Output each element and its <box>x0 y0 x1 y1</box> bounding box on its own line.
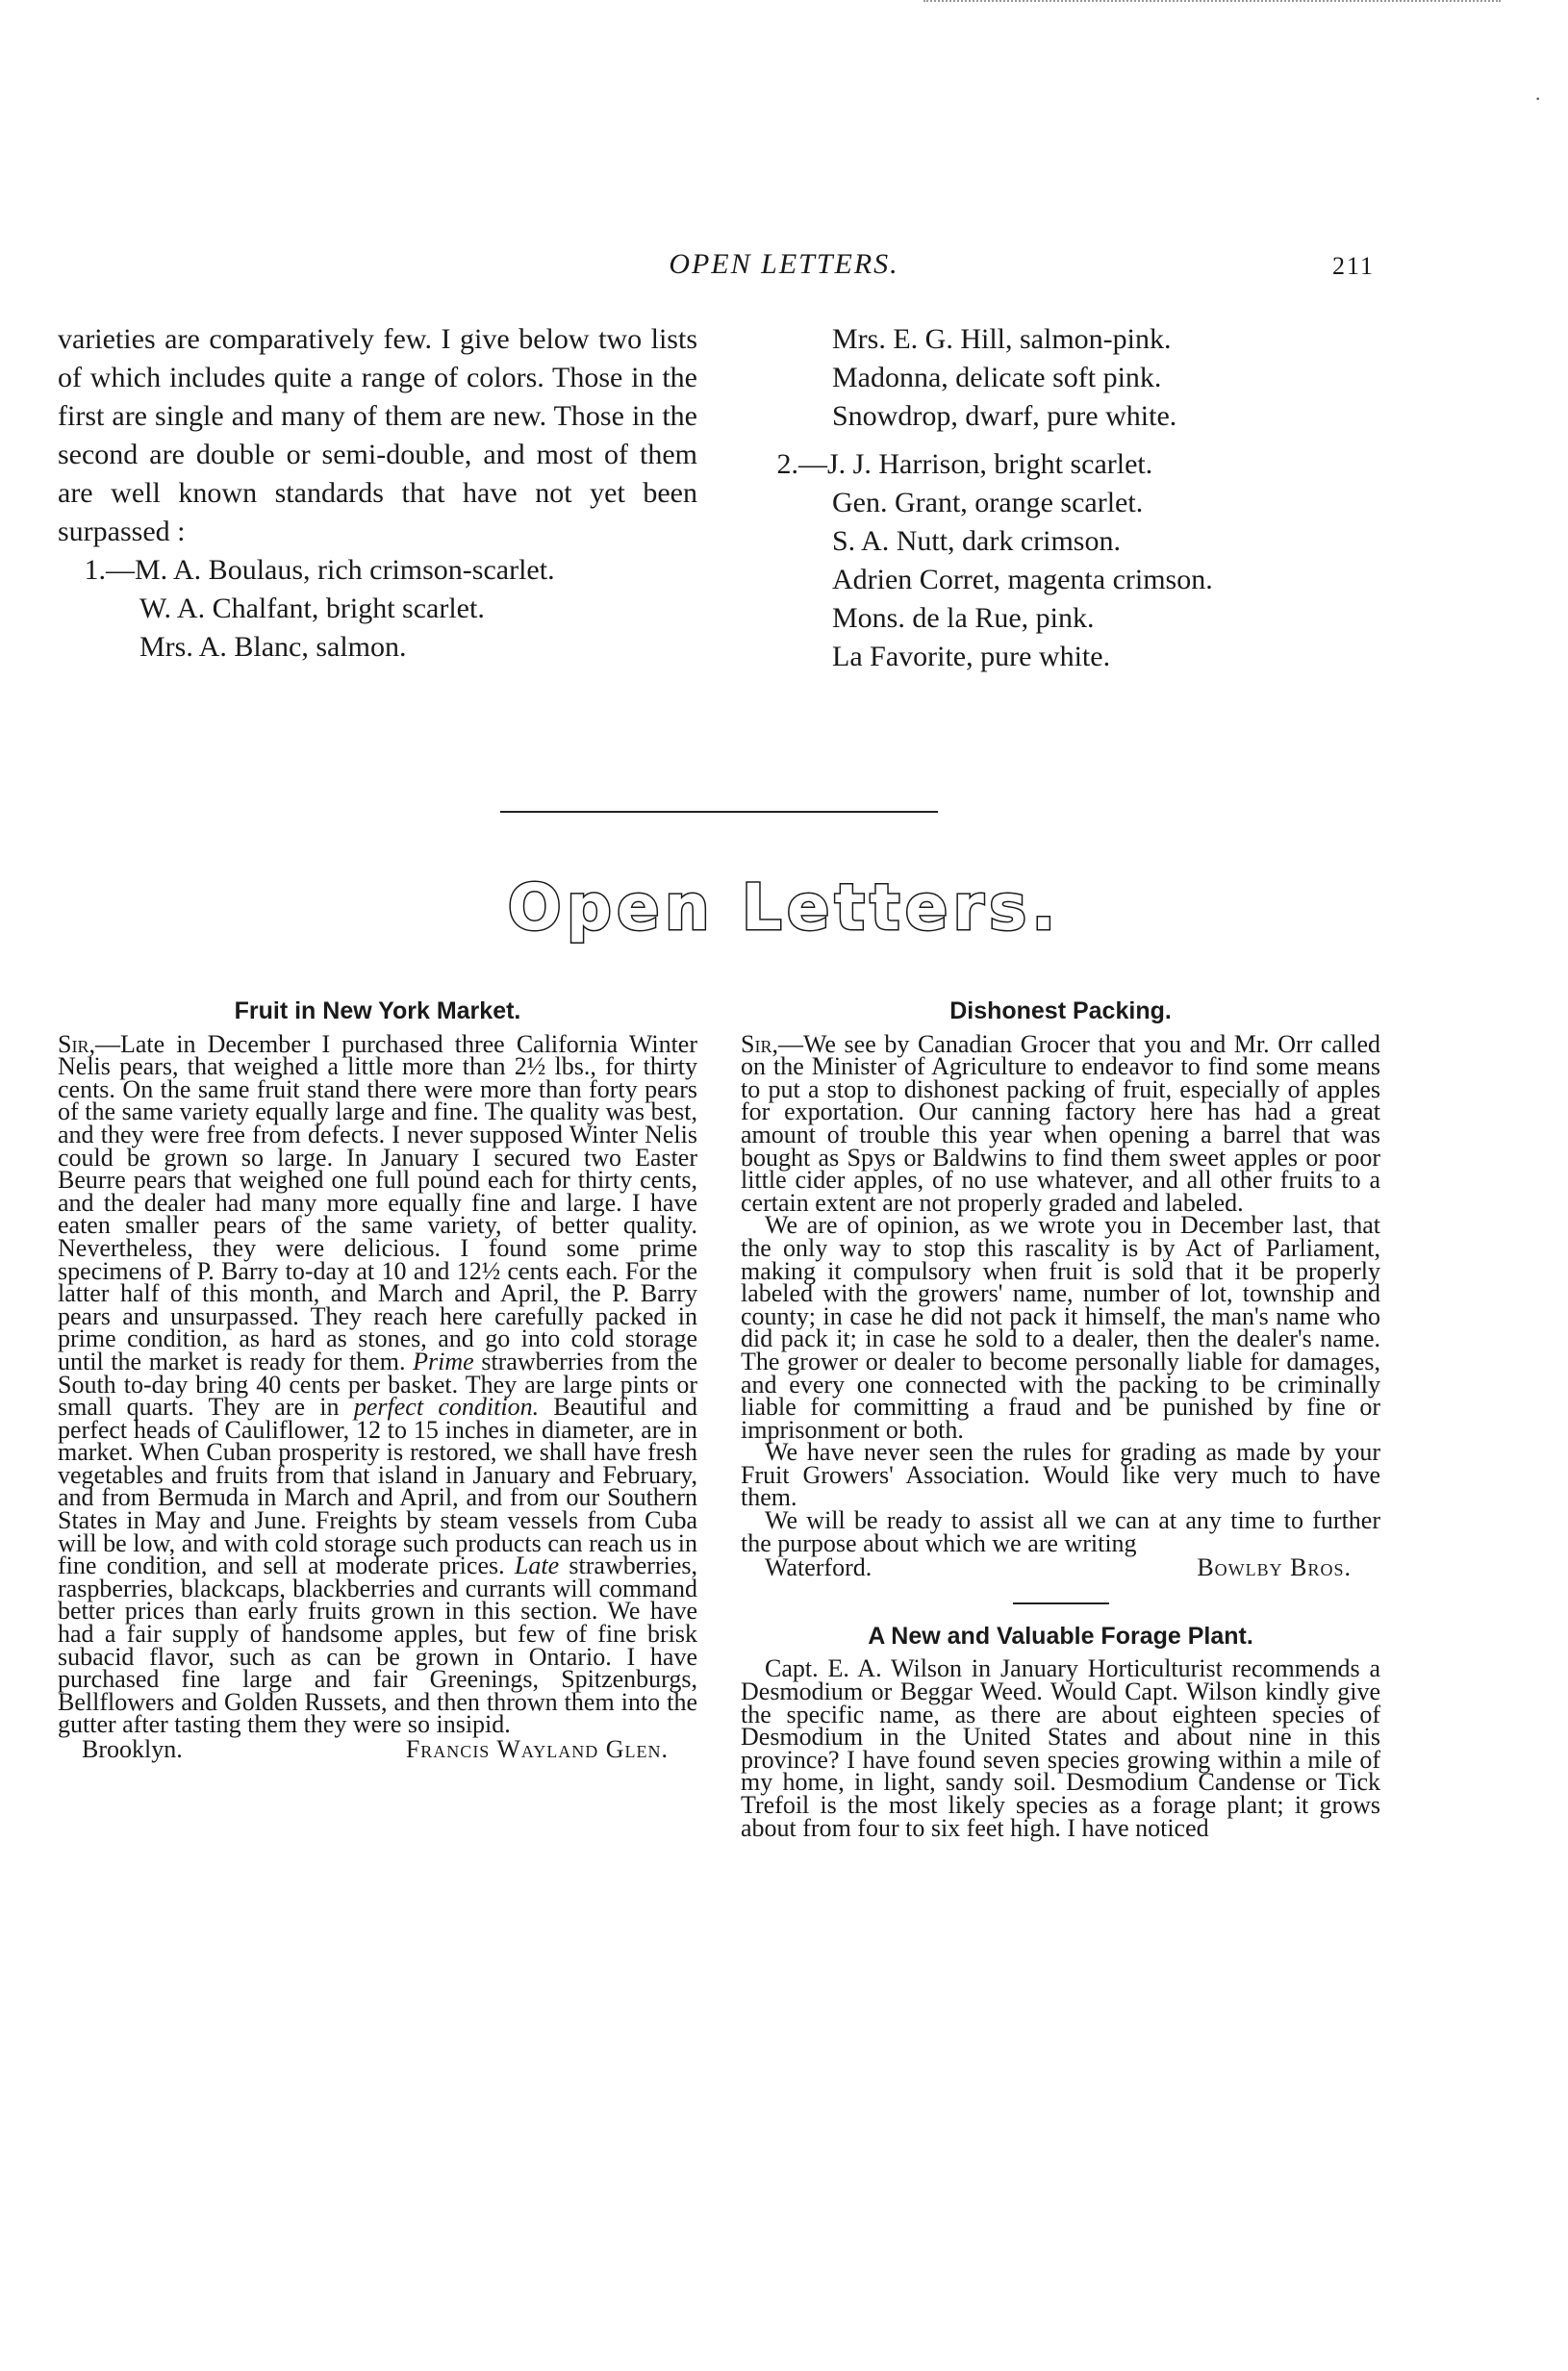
letter-text: strawberries, raspberries, blackcaps, blackberries and currants will command better prices than early fruits grown in this section. We have had a fair supply of handsome apples, but few of fine brisk subacid flavor, such as can be grown in Ontario. I have purchased fine large and fair Greenings, Spitzenburgs, Bellflowers and Golden Russets, and then thrown them into the gutter after tasting them they were so insipid. <box>58 1551 697 1739</box>
letter-divider <box>1013 1602 1109 1604</box>
list-item: S. A. Nutt, dark crimson. <box>832 525 1121 557</box>
list-item: Mrs. E. G. Hill, salmon-pink. <box>832 323 1172 355</box>
letter-text: —Late in December I purchased three California Winter Nelis pears, that weighed a little more than 2½ lbs., for thirty cents. On the same fruit stand there were more than forty pears of the same variety equally large and fine. The quality was best, and they were free from defects. I never supposed Winter Nelis could be grown so large. In January I secured two Easter Beurre pears that weighed one full pound each for thirty cents, and the dealer had many more equally fine and large. I have eaten smaller pears of the same variety, of better quality. Nevertheless, they were delicious. I found some prime specimens of P. Barry to-day at 10 and 12½ cents each. For the latter half of this month, and March and April, the P. Barry pears and unsurpassed. They reach here carefully packed in prime condition, as hard as stones, and go into cold storage until the market is ready for them. <box>58 1029 697 1375</box>
list1-number: 1.— <box>84 554 135 586</box>
list1-first-item <box>58 551 697 590</box>
intro-left-column <box>58 320 697 667</box>
letter-fruit-market <box>58 997 698 1763</box>
list2-number: 2.— <box>776 448 827 480</box>
letter-body <box>741 1029 1380 1217</box>
letter-body: Capt. E. A. Wilson in January Horticulturist recommends a Desmodium or Beggar Weed. Would Capt. Wilson kindly give the specific name, as there are about eighteen species of Desmodium in the United States and about nine in this province? I have found seven species growing within a mile of my home, in light, sandy soil. Desmodium Candense or Tick Trefoil is the most likely species as a forage plant; it grows about from four to six feet high. I have noticed <box>741 1654 1380 1842</box>
list-item: Gen. Grant, orange scarlet. <box>832 487 1144 518</box>
emphasis: Late <box>514 1551 560 1580</box>
letter-body: We have never seen the rules for grading as made by your Fruit Growers' Association. Would like very much to have them. <box>741 1438 1380 1512</box>
letter-heading: Dishonest Packing. <box>949 997 1172 1024</box>
section-divider <box>500 811 938 813</box>
running-title: OPEN LETTERS. <box>669 248 899 280</box>
intro-paragraph: varieties are comparatively few. I give below two lists of which includes quite a range of colors. Those in the first are single and many of them are new. Those in the second are double or semi-double, and most of them are well known standards that have not yet been surpassed : <box>58 323 697 547</box>
letter-text: —We see by Canadian Grocer that you and Mr. Orr called on the Minister of Agriculture to endeavor to find some means to put a stop to dishonest packing of fruit, especially of apples for exportation. Our canning factory here has had a great amount of trouble this year when opening a barrel that was bought as Spys or Baldwins to find them sweet apples or poor little cider apples, of no use whatever, and all other fruits to a certain extent are not properly graded and labeled. <box>741 1029 1380 1217</box>
letter-body: We are of opinion, as we wrote you in December last, that the only way to stop this rascality is by Act of Parliament, making it compulsory when fruit is sold that it be properly labeled with the growers' name, number of lot, township and county; in case he did not pack it himself, the man's name who did pack it; in case he sold to a dealer, then the dealer's name. The grower or dealer to become personally liable for damages, and every one connected with the packing to be criminally liable for committing a fraud and be punished by fine or imprisonment or both. <box>741 1211 1380 1444</box>
top-edge-rule <box>923 0 1501 2</box>
list-item: Mrs. A. Blanc, salmon. <box>139 631 407 663</box>
letter-signoff <box>58 1735 697 1763</box>
emphasis: perfect condition. <box>353 1393 540 1422</box>
list-item: La Favorite, pure white. <box>832 641 1111 672</box>
letter-place: Brooklyn. <box>82 1735 183 1763</box>
letter-heading: Fruit in New York Market. <box>234 997 521 1024</box>
salutation: Sir, <box>58 1029 95 1058</box>
list-item: Madonna, delicate soft pink. <box>832 362 1162 393</box>
salutation: Sir, <box>741 1029 778 1058</box>
letter-signoff <box>741 1553 1380 1582</box>
letter-text: strawberries from the South to-day bring 40 cents per basket. They are large pints or small quarts. They are in <box>58 1347 698 1422</box>
intro-right-column <box>750 320 1424 676</box>
letter-body: We will be ready to assist all we can at any time to further the purpose about which we are writing <box>741 1506 1380 1557</box>
letter-heading: A New and Valuable Forage Plant. <box>868 1622 1253 1650</box>
letter-text: Beautiful and perfect heads of Cauliflower, 12 to 15 inches in diameter, are in market. When Cuban prosperity is restored, we shall have fresh vegetables and fruits from that island in January and February, and from Bermuda in March and April, and from our Southern States in May and June. Freights by steam vessels from Cuba will be low, and with cold storage such products can reach us in fine condition, and sell at moderate prices. <box>58 1393 697 1580</box>
list-item: Snowdrop, dwarf, pure white. <box>832 400 1177 432</box>
letter-dishonest-packing <box>741 997 1380 1842</box>
list-item: Mons. de la Rue, pink. <box>832 602 1095 634</box>
section-title: Open Letters. <box>507 870 1061 945</box>
letter-signature: Francis Wayland Glen. <box>405 1735 669 1763</box>
list-item: Adrien Corret, magenta crimson. <box>832 564 1213 595</box>
letter-body <box>58 1029 698 1739</box>
emphasis: Prime <box>413 1347 474 1375</box>
margin-mark: · <box>1534 87 1542 111</box>
list-item: W. A. Chalfant, bright scarlet. <box>139 593 485 624</box>
letter-signature: Bowlby Bros. <box>1197 1553 1352 1582</box>
list2-first-item <box>750 445 1424 484</box>
letter-place: Waterford. <box>765 1553 873 1582</box>
list-item: M. A. Boulaus, rich crimson-scarlet. <box>135 554 555 586</box>
page-number: 211 <box>1332 252 1376 280</box>
list-item: J. J. Harrison, bright scarlet. <box>827 448 1153 480</box>
